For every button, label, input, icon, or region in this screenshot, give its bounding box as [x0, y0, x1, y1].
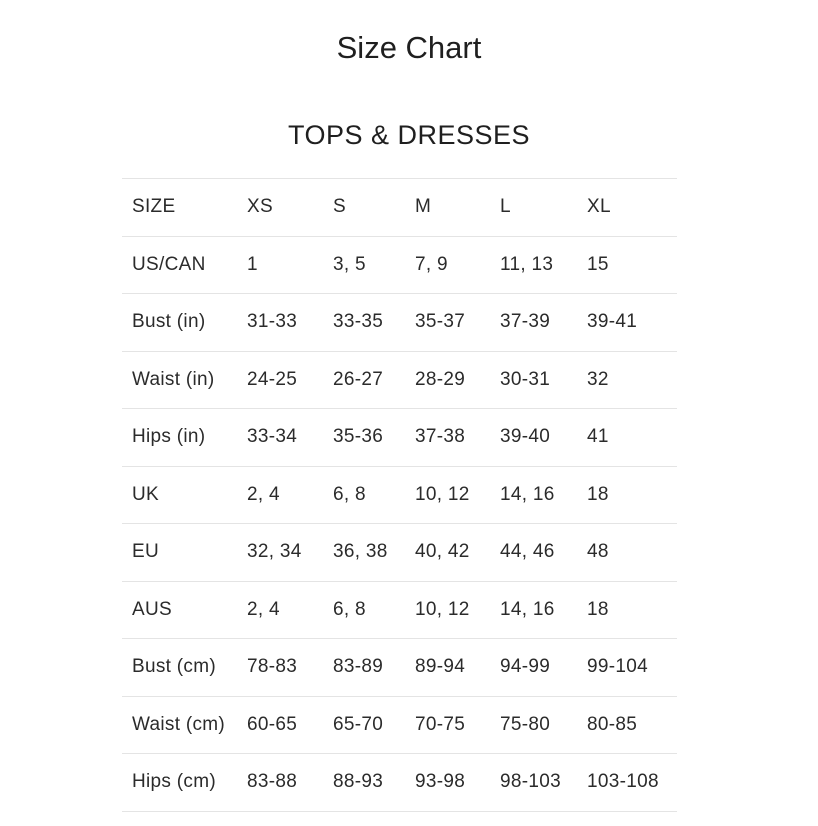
- size-cell: 39-40: [490, 409, 577, 467]
- size-cell: 30-31: [490, 351, 577, 409]
- size-cell: 93-98: [405, 754, 490, 812]
- size-cell: 60-65: [237, 696, 323, 754]
- column-header-s: S: [323, 179, 405, 237]
- row-label: EU: [122, 524, 237, 582]
- size-cell: 10, 12: [405, 581, 490, 639]
- size-cell: 14, 16: [490, 581, 577, 639]
- row-label: US/CAN: [122, 236, 237, 294]
- size-cell: 26-27: [323, 351, 405, 409]
- size-cell: 80-85: [577, 696, 677, 754]
- size-cell: 83-88: [237, 754, 323, 812]
- table-row: [122, 236, 677, 294]
- row-label: Waist (cm): [122, 696, 237, 754]
- size-cell: 88-93: [323, 754, 405, 812]
- table-row: [122, 466, 677, 524]
- size-cell: 36, 38: [323, 524, 405, 582]
- row-label: Bust (cm): [122, 639, 237, 697]
- size-cell: 31-33: [237, 294, 323, 352]
- size-cell: 35-36: [323, 409, 405, 467]
- size-cell: 94-99: [490, 639, 577, 697]
- size-cell: 18: [577, 581, 677, 639]
- size-cell: 24-25: [237, 351, 323, 409]
- size-cell: 14, 16: [490, 466, 577, 524]
- size-cell: 70-75: [405, 696, 490, 754]
- table-row: [122, 754, 677, 812]
- table-row: [122, 294, 677, 352]
- column-header-xl: XL: [577, 179, 677, 237]
- table-row: [122, 639, 677, 697]
- size-table-head: [122, 179, 677, 237]
- row-label: AUS: [122, 581, 237, 639]
- size-cell: 103-108: [577, 754, 677, 812]
- table-row: [122, 581, 677, 639]
- row-label: UK: [122, 466, 237, 524]
- table-row: [122, 524, 677, 582]
- row-label: Bust (in): [122, 294, 237, 352]
- size-cell: 33-34: [237, 409, 323, 467]
- size-cell: 10, 12: [405, 466, 490, 524]
- size-cell: 78-83: [237, 639, 323, 697]
- row-label: Hips (in): [122, 409, 237, 467]
- size-cell: 32: [577, 351, 677, 409]
- size-cell: 48: [577, 524, 677, 582]
- size-cell: 35-37: [405, 294, 490, 352]
- row-label: Waist (in): [122, 351, 237, 409]
- size-cell: 65-70: [323, 696, 405, 754]
- size-cell: 89-94: [405, 639, 490, 697]
- size-table-body: [122, 236, 677, 811]
- size-cell: 32, 34: [237, 524, 323, 582]
- column-header-m: M: [405, 179, 490, 237]
- size-cell: 83-89: [323, 639, 405, 697]
- size-cell: 37-38: [405, 409, 490, 467]
- column-header-size: SIZE: [122, 179, 237, 237]
- size-cell: 15: [577, 236, 677, 294]
- table-header-row: [122, 179, 677, 237]
- table-row: [122, 409, 677, 467]
- column-header-xs: XS: [237, 179, 323, 237]
- table-row: [122, 696, 677, 754]
- size-cell: 37-39: [490, 294, 577, 352]
- size-cell: 99-104: [577, 639, 677, 697]
- size-cell: 2, 4: [237, 466, 323, 524]
- size-cell: 44, 46: [490, 524, 577, 582]
- size-cell: 11, 13: [490, 236, 577, 294]
- size-cell: 6, 8: [323, 581, 405, 639]
- size-cell: 75-80: [490, 696, 577, 754]
- section-title-tops-dresses: TOPS & DRESSES: [287, 120, 531, 150]
- size-table: [122, 178, 677, 812]
- size-cell: 2, 4: [237, 581, 323, 639]
- column-header-l: L: [490, 179, 577, 237]
- size-cell: 3, 5: [323, 236, 405, 294]
- size-cell: 1: [237, 236, 323, 294]
- row-label: Hips (cm): [122, 754, 237, 812]
- table-row: [122, 351, 677, 409]
- size-cell: 39-41: [577, 294, 677, 352]
- size-cell: 7, 9: [405, 236, 490, 294]
- size-cell: 28-29: [405, 351, 490, 409]
- size-cell: 40, 42: [405, 524, 490, 582]
- size-cell: 98-103: [490, 754, 577, 812]
- size-cell: 33-35: [323, 294, 405, 352]
- page-title: Size Chart: [336, 30, 482, 65]
- size-cell: 41: [577, 409, 677, 467]
- size-cell: 18: [577, 466, 677, 524]
- size-cell: 6, 8: [323, 466, 405, 524]
